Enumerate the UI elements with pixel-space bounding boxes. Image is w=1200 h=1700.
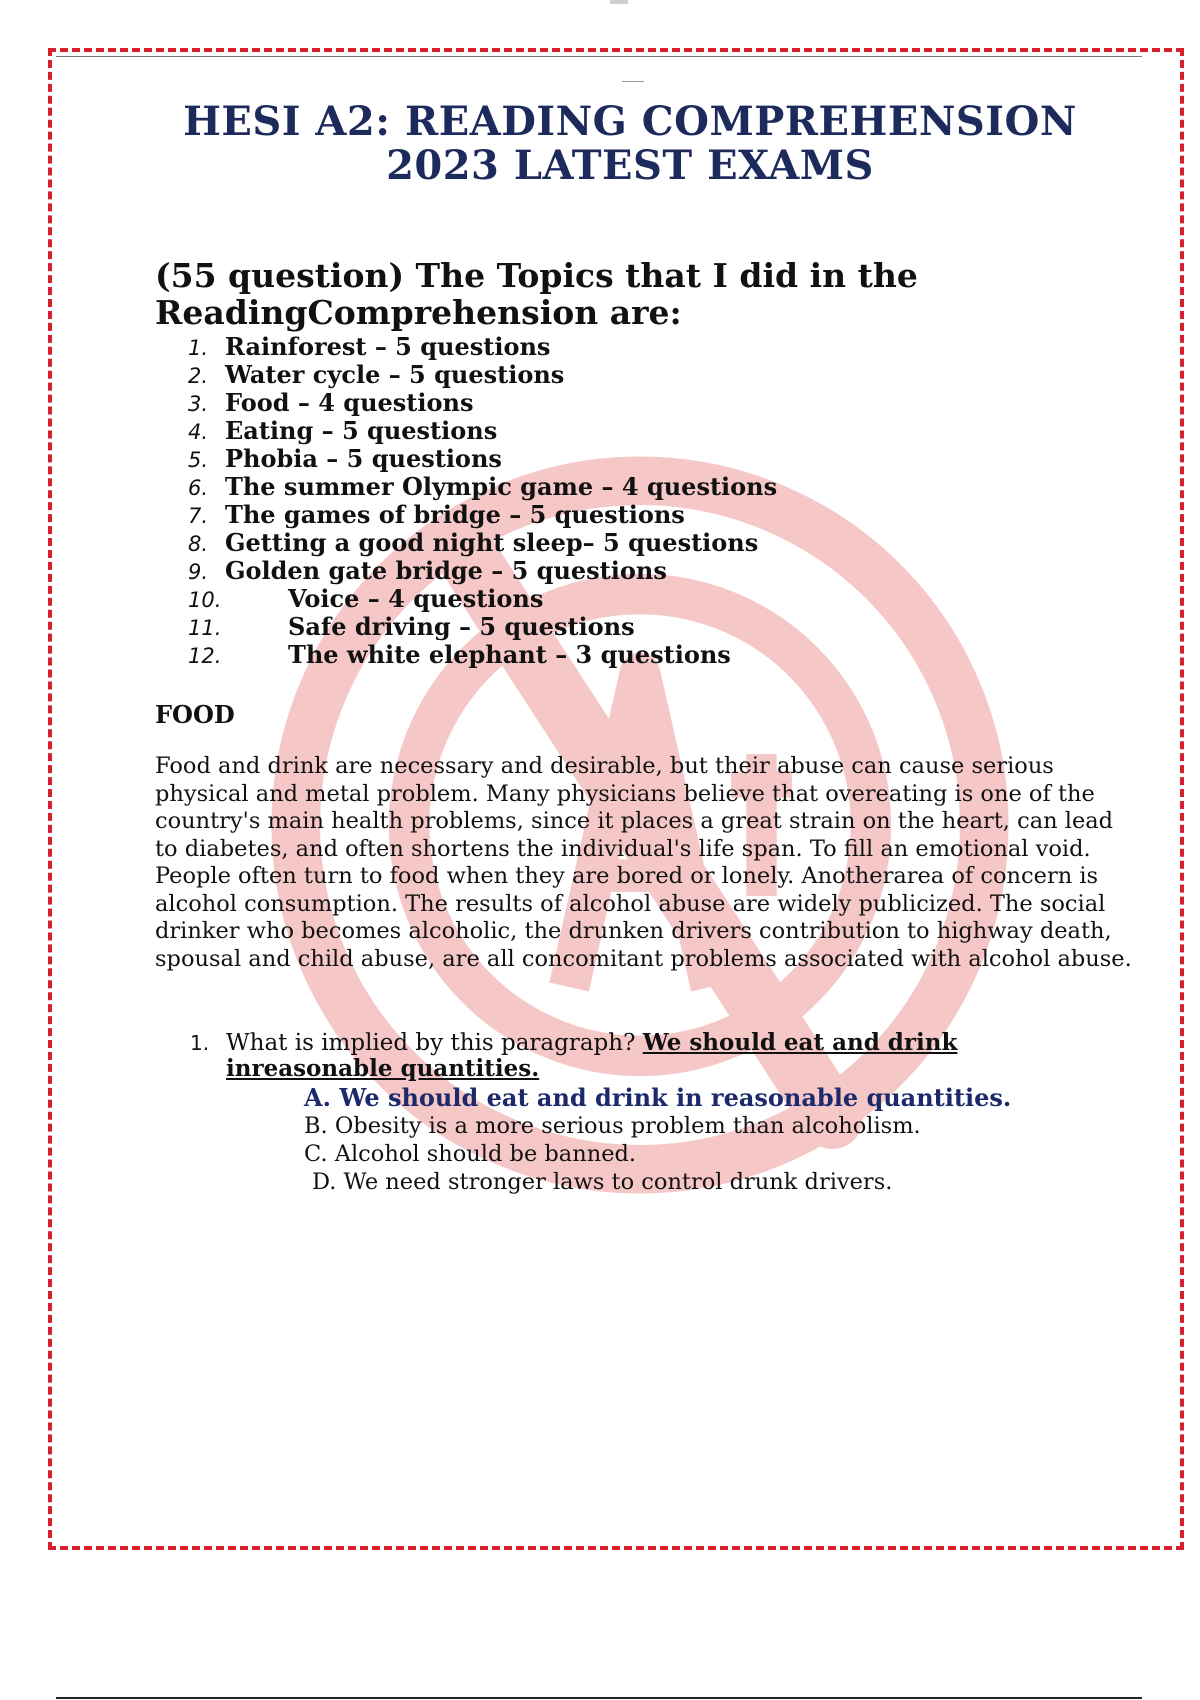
topic-text: The summer Olympic game – 4 questions: [225, 472, 778, 501]
option-letter: B.: [304, 1113, 328, 1139]
question-number: 1.: [190, 1031, 210, 1055]
passage-paragraph: Food and drink are necessary and desirable, but their abuse can cause serious physical and metal problem. Many physicians believe that overeating is one of the country's main health problems, since it places a great strain on the heart, can lead to diabetes, and often shortens the individual's life span. To fill an emotional void. People often turn to food when they are bored or lonely. Anotherarea of concern is alcohol consumption. The results of alcohol abuse are widely publicized. The social drinker who becomes alcoholic, the drunken drivers contribution to highway death, spousal and child abuse, are all concomitant problems associated with alcohol abuse.: [155, 753, 1132, 972]
option-text: We should eat and drink in reasonable quantities.: [339, 1083, 1012, 1112]
topic-item: [188, 361, 777, 389]
topic-item: [188, 473, 777, 501]
option-b: [304, 1112, 1011, 1140]
page-top-mark: [610, 0, 628, 4]
question-body: [226, 1030, 1090, 1082]
question-1: [190, 1030, 1090, 1082]
topic-number: 4.: [188, 420, 209, 444]
topics-list: [188, 333, 777, 669]
topic-text: Voice – 4 questions: [288, 584, 544, 613]
option-text: Alcohol should be banned.: [334, 1141, 637, 1167]
topic-text: The games of bridge – 5 questions: [225, 500, 685, 529]
topic-item: [188, 613, 777, 641]
topic-text: Golden gate bridge – 5 questions: [225, 556, 667, 585]
topic-number: 7.: [188, 504, 209, 528]
title-line-2: 2023 LATEST EXAMS: [386, 142, 874, 189]
question-text: What is implied by this paragraph?: [226, 1030, 636, 1056]
topic-item: [188, 445, 777, 473]
question-answer: We should eat and drink inreasonable quantities.: [226, 1029, 958, 1082]
option-letter: D.: [312, 1169, 337, 1195]
section-title: FOOD: [155, 700, 235, 729]
topic-text: Eating – 5 questions: [225, 416, 498, 445]
topic-text: Safe driving – 5 questions: [288, 612, 635, 641]
header-rule: [56, 56, 1142, 57]
topic-number: 6.: [188, 476, 209, 500]
option-letter: A.: [304, 1083, 331, 1112]
topic-item: [188, 389, 777, 417]
topics-heading-line-1: (55 question) The Topics that I did in the: [155, 256, 918, 295]
option-d: [304, 1168, 1011, 1196]
topic-number: 2.: [188, 364, 209, 388]
topic-text: Water cycle – 5 questions: [225, 360, 565, 389]
topic-text: Phobia – 5 questions: [225, 444, 502, 473]
title-line-1: HESI A2: READING COMPREHENSION: [183, 98, 1077, 145]
answer-options: [304, 1084, 1011, 1196]
footer-rule: [56, 1697, 1142, 1699]
topics-heading-line-2: ReadingComprehension are:: [155, 293, 682, 332]
topic-number: 3.: [188, 392, 209, 416]
topic-text: Getting a good night sleep– 5 questions: [225, 528, 759, 557]
option-text: Obesity is a more serious problem than alcoholism.: [334, 1113, 921, 1139]
topic-item: [188, 557, 777, 585]
topic-item: [188, 585, 777, 613]
document-title: [120, 100, 1140, 188]
topic-text: Rainforest – 5 questions: [225, 332, 551, 361]
topic-number: 11.: [188, 616, 222, 640]
option-letter: C.: [304, 1141, 328, 1167]
topic-item: [188, 641, 777, 669]
topic-item: [188, 501, 777, 529]
option-text: We need stronger laws to control drunk drivers.: [343, 1169, 893, 1195]
topics-heading: [155, 257, 1055, 331]
topic-number: 12.: [188, 644, 222, 668]
topic-text: The white elephant – 3 questions: [288, 640, 731, 669]
topic-number: 8.: [188, 532, 209, 556]
topic-number: 5.: [188, 448, 209, 472]
topic-item: [188, 417, 777, 445]
topic-item: [188, 333, 777, 361]
topic-number: 9.: [188, 560, 209, 584]
header-dash: [622, 81, 644, 82]
topic-number: 1.: [188, 336, 209, 360]
topic-item: [188, 529, 777, 557]
option-c: [304, 1140, 1011, 1168]
topic-number: 10.: [188, 588, 222, 612]
option-a: [304, 1084, 1011, 1112]
topic-text: Food – 4 questions: [225, 388, 474, 417]
